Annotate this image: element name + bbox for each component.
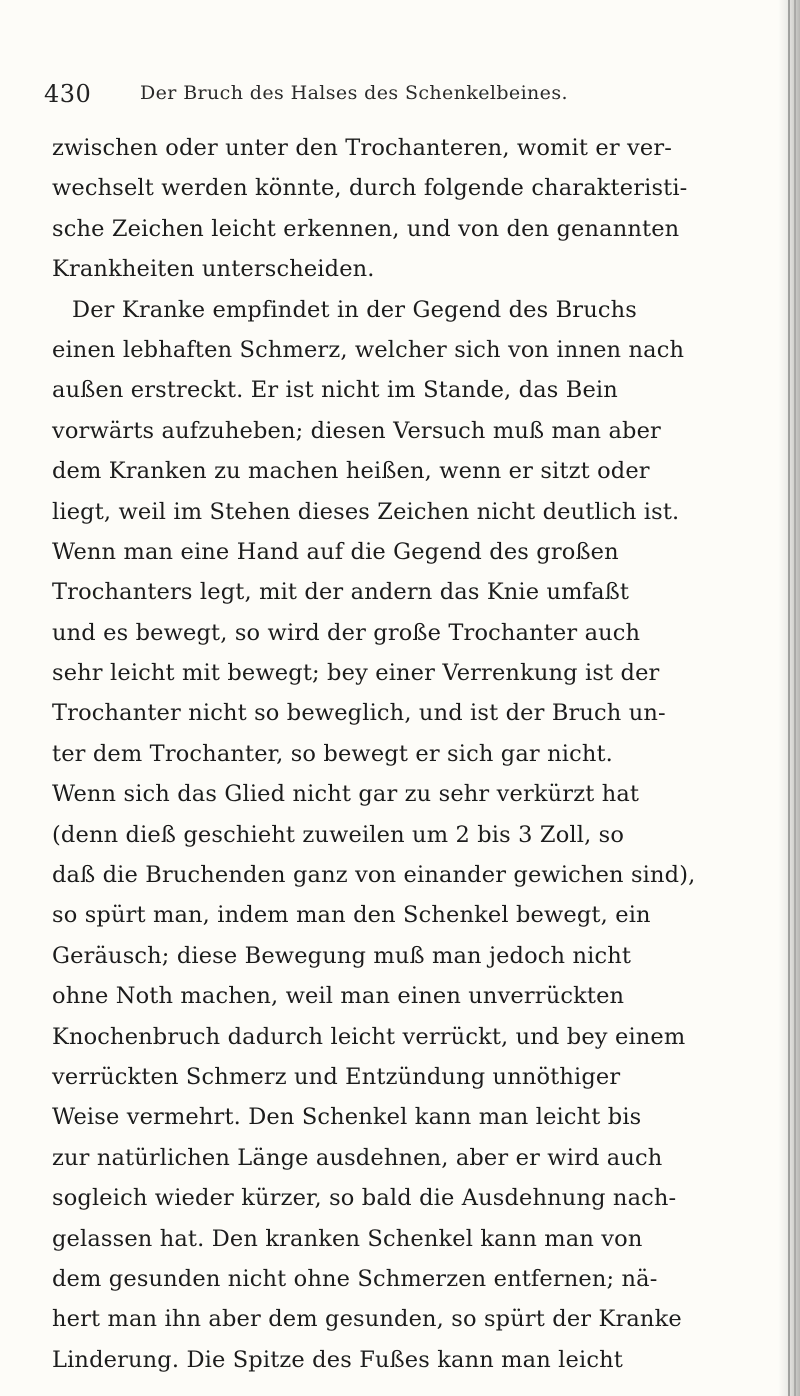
- text-line: zur natürlichen Länge ausdehnen, aber er wird auch: [52, 1144, 663, 1171]
- page-edge-line: [788, 0, 790, 1396]
- text-line: hert man ihn aber dem gesunden, so spürt der Kranke: [52, 1306, 682, 1333]
- page-number: 430: [44, 80, 92, 108]
- text-line: einen lebhaften Schmerz, welcher sich von innen nach: [52, 336, 685, 363]
- text-line: sehr leicht mit bewegt; bey einer Verrenkung ist der: [52, 660, 660, 687]
- text-line: Geräusch; diese Bewegung muß man jedoch nicht: [52, 942, 632, 969]
- text-line: zwischen oder unter den Trochanteren, womit er ver-: [52, 135, 673, 161]
- text-line: verrückten Schmerz und Entzündung unnöthiger: [52, 1063, 621, 1090]
- text-line: dem Kranken zu machen heißen, wenn er sitzt oder: [52, 458, 650, 485]
- text-line: Krankheiten unterscheiden.: [52, 256, 375, 283]
- text-line: Der Kranke empfindet in der Gegend des Bruchs: [72, 296, 637, 323]
- text-line: wechselt werden könnte, durch folgende charakteristi-: [52, 175, 688, 202]
- page-edge-line-outer: [794, 0, 796, 1396]
- body-text: [52, 128, 768, 1380]
- text-line: Trochanters legt, mit der andern das Knie umfaßt: [52, 579, 630, 606]
- text-line: Weise vermehrt. Den Schenkel kann man leicht bis: [52, 1104, 642, 1131]
- text-line: (denn dieß geschieht zuweilen um 2 bis 3 Zoll, so: [52, 821, 625, 848]
- text-line: und es bewegt, so wird der große Trochanter auch: [52, 619, 641, 646]
- text-line: Wenn sich das Glied nicht gar zu sehr verkürzt hat: [52, 781, 640, 808]
- text-line: außen erstreckt. Er ist nicht im Stande, das Bein: [52, 377, 618, 404]
- text-line: Wenn man eine Hand auf die Gegend des großen: [52, 538, 619, 565]
- text-line: vorwärts aufzuheben; diesen Versuch muß man aber: [52, 417, 661, 444]
- text-line: gelassen hat. Den kranken Schenkel kann man von: [52, 1225, 643, 1252]
- running-title: Der Bruch des Halses des Schenkelbeines.: [140, 82, 568, 104]
- text-line: sche Zeichen leicht erkennen, und von den genannten: [52, 215, 680, 242]
- page-header: [44, 80, 744, 112]
- text-line: ohne Noth machen, weil man einen unverrückten: [52, 983, 625, 1010]
- text-line: liegt, weil im Stehen dieses Zeichen nicht deutlich ist.: [52, 498, 680, 525]
- text-line: Trochanter nicht so beweglich, und ist der Bruch un-: [52, 700, 666, 727]
- text-line: so spürt man, indem man den Schenkel bewegt, ein: [52, 902, 651, 929]
- text-line: sogleich wieder kürzer, so bald die Ausdehnung nach-: [52, 1185, 677, 1212]
- text-line: Knochenbruch dadurch leicht verrückt, und bey einem: [52, 1023, 686, 1050]
- text-line: ter dem Trochanter, so bewegt er sich gar nicht.: [52, 740, 613, 767]
- text-line: dem gesunden nicht ohne Schmerzen entfernen; nä-: [52, 1265, 658, 1292]
- text-line: Linderung. Die Spitze des Fußes kann man leicht: [52, 1346, 623, 1373]
- text-line: daß die Bruchenden ganz von einander gewichen sind),: [52, 862, 696, 889]
